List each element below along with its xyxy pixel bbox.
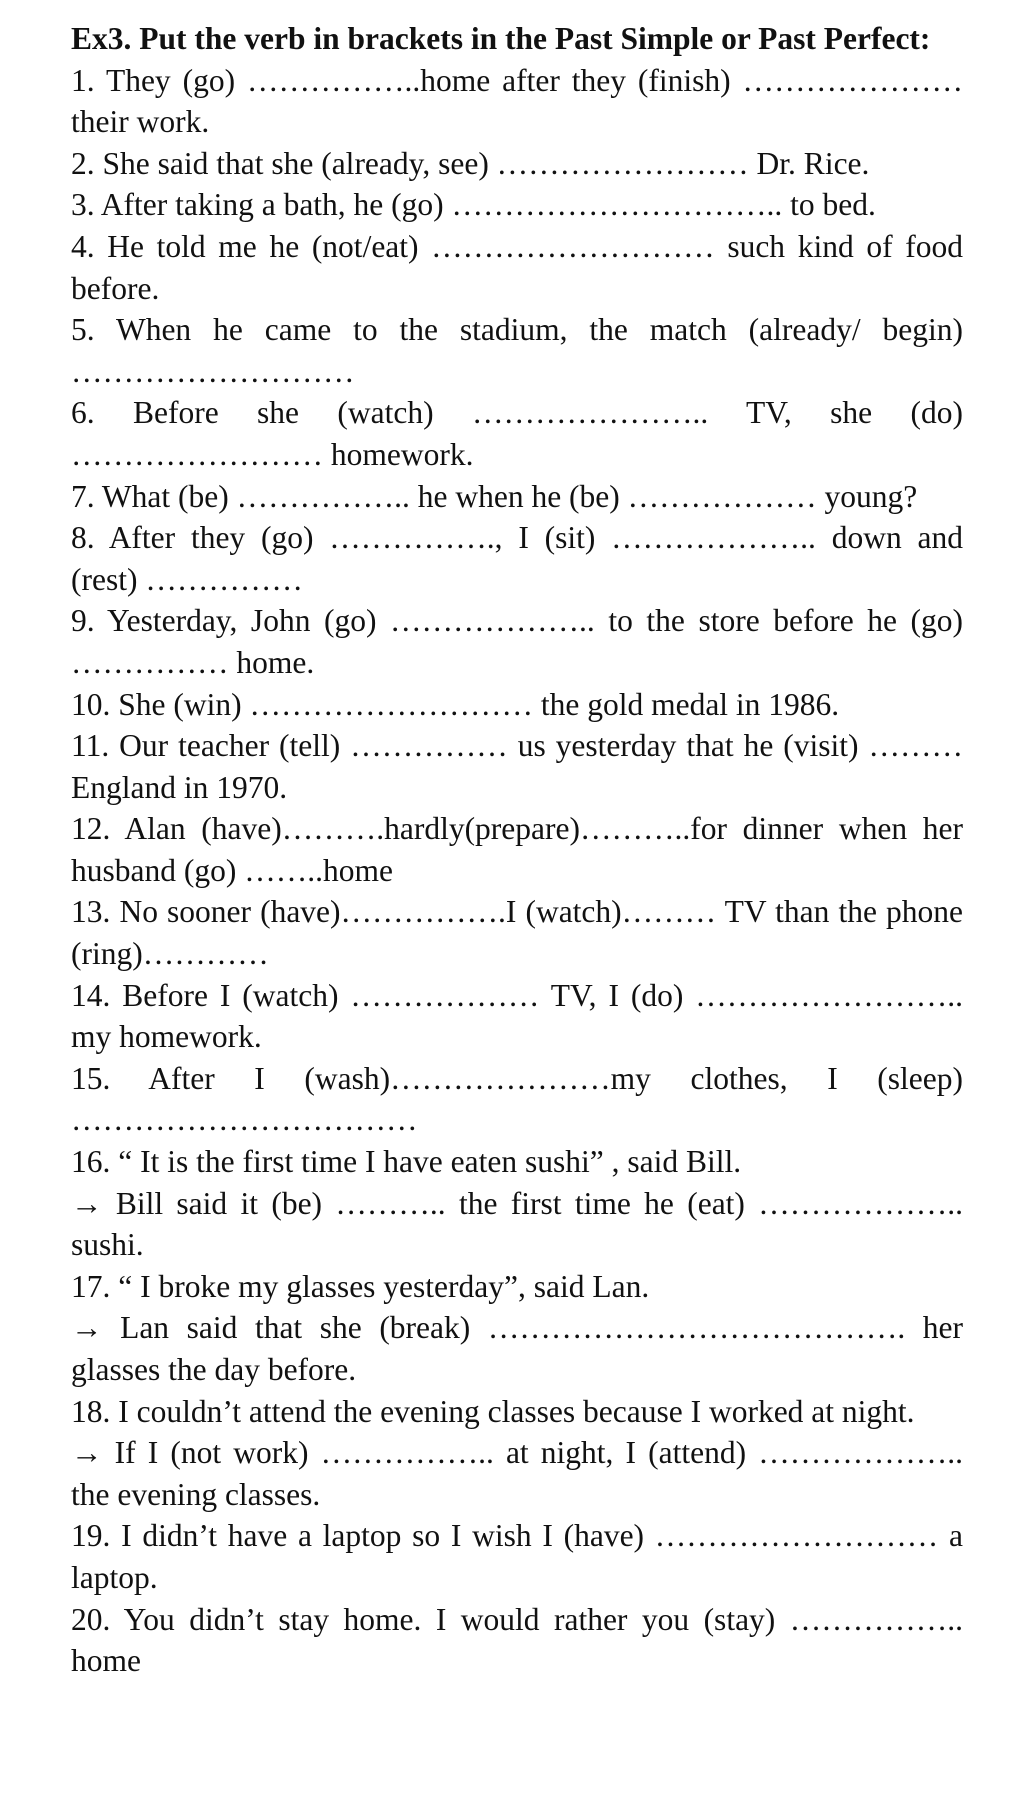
exercise-item-3: 3. After taking a bath, he (go) ………………………….. to bed.	[71, 187, 876, 223]
exercise-item-10: 10. She (win) ……………………… the gold medal in 1986.	[71, 686, 840, 722]
exercise-item-2: 2. She said that she (already, see) …………………… Dr. Rice.	[71, 145, 870, 181]
exercise-item-15: 15. After I (wash)…………………my clothes, I (sleep) ……………………………	[71, 1060, 963, 1138]
exercise-item-17: 17. “ I broke my glasses yesterday”, said Lan.	[71, 1268, 650, 1304]
exercise-item-17-answer: → Lan said that she (break) …………………………………. her glasses the day before.	[71, 1310, 963, 1387]
exercise-item-19: 19. I didn’t have a laptop so I wish I (have) ……………………… a laptop.	[71, 1518, 963, 1595]
exercise-item-5: 5. When he came to the stadium, the match (already/ begin) ………………………	[71, 312, 963, 389]
exercise-title: Ex3. Put the verb in brackets in the Past Simple or Past Perfect:	[71, 21, 931, 56]
exercise-item-12: 12. Alan (have)……….hardly(prepare)………..for dinner when her husband (go) ……..home	[71, 811, 963, 888]
exercise-item-6: 6. Before she (watch) ………………….. TV, she (do) …………………… homework.	[71, 395, 963, 472]
exercise-item-8: 8. After they (go) ……………., I (sit) ……………….. down and (rest) ……………	[71, 520, 963, 597]
exercise-item-16-answer: → Bill said it (be) ……….. the first time he (eat) ……………….. sushi.	[71, 1185, 963, 1263]
exercise-item-9: 9. Yesterday, John (go) ……………….. to the store before he (go) …………… home.	[71, 603, 963, 680]
exercise-item-18-answer: → If I (not work) …………….. at night, I (attend) ……………….. the evening classes.	[71, 1435, 963, 1512]
exercise-item-7: 7. What (be) …………….. he when he (be) ……………… young?	[71, 478, 918, 514]
exercise-item-1: 1. They (go) ……………..home after they (finish) ………………… their work.	[71, 62, 963, 140]
exercise-item-13: 13. No sooner (have)…………….I (watch)……… TV than the phone (ring)…………	[71, 894, 963, 972]
exercise-item-18: 18. I couldn’t attend the evening classes because I worked at night.	[71, 1393, 915, 1429]
worksheet-page	[71, 18, 963, 1682]
exercise-item-20: 20. You didn’t stay home. I would rather you (stay) …………….. home	[71, 1601, 963, 1679]
exercise-item-16: 16. “ It is the first time I have eaten sushi” , said Bill.	[71, 1144, 742, 1180]
exercise-item-4: 4. He told me he (not/eat) ……………………… such kind of food before.	[71, 228, 963, 306]
exercise-item-14: 14. Before I (watch) ……………… TV, I (do) …………………….. my homework.	[71, 977, 963, 1055]
exercise-item-11: 11. Our teacher (tell) …………… us yesterday that he (visit) ……… England in 1970.	[71, 728, 963, 805]
